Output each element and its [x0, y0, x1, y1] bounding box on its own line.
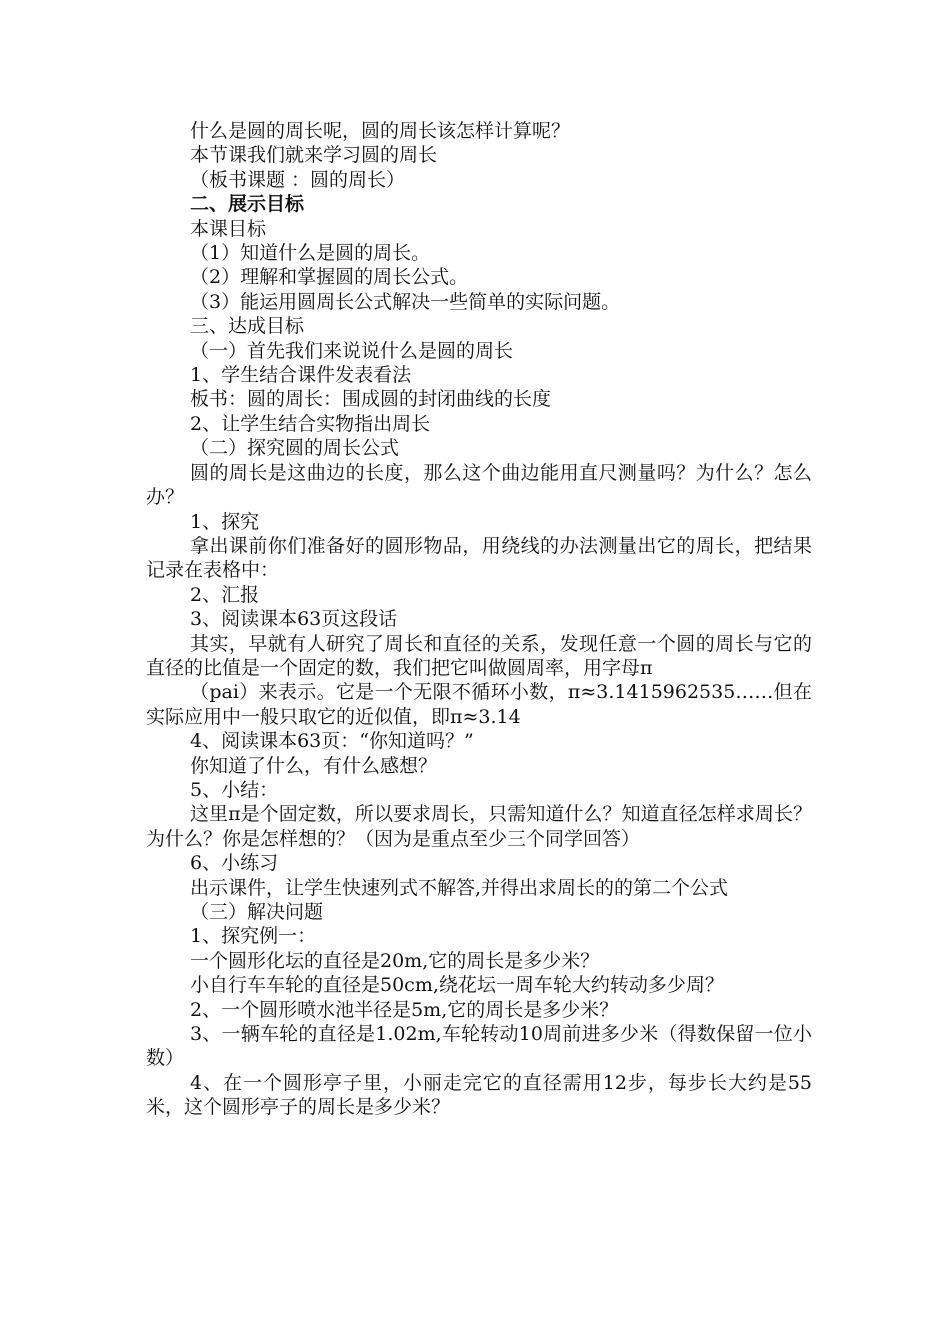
paragraph: 其实，早就有人研究了周长和直径的关系，发现任意一个圆的周长与它的直径的比值是一个固定的数，我们把它叫做圆周率，用字母π	[146, 632, 812, 679]
paragraph: 一个圆形化坛的直径是20m,它的周长是多少米？	[190, 949, 600, 972]
paragraph: 出示课件，让学生快速列式不解答,并得出求周长的的第二个公式	[190, 876, 729, 899]
paragraph: （二）探究圆的周长公式	[190, 437, 400, 460]
paragraph: 这里π是个固定数，所以要求周长，只需知道什么？知道直径怎样求周长？为什么？你是怎样想的？（因为是重点至少三个同学回答）	[146, 803, 812, 850]
section-heading: 三、达成目标	[190, 315, 305, 338]
paragraph: 1、探究例一：	[190, 925, 317, 948]
paragraph: 4、阅读课本63页：“你知道吗？”	[190, 730, 474, 753]
paragraph: 什么是圆的周长呢，圆的周长该怎样计算呢？	[190, 120, 571, 142]
document-page	[146, 119, 812, 1120]
paragraph: 1、探究	[190, 510, 260, 533]
paragraph: 6、小练习	[190, 852, 279, 875]
paragraph: 2、汇报	[190, 583, 260, 606]
paragraph: 本课目标	[190, 217, 267, 240]
paragraph: 板书：圆的周长：围成圆的封闭曲线的长度	[190, 388, 552, 411]
paragraph: 1、学生结合课件发表看法	[190, 364, 412, 387]
paragraph: 5、小结：	[190, 778, 279, 801]
paragraph: 拿出课前你们准备好的圆形物品，用绕线的办法测量出它的周长，把结果记录在表格中：	[146, 534, 812, 582]
paragraph: 2、让学生结合实物指出周长	[190, 412, 431, 435]
list-item: （3）能运用圆周长公式解决一些简单的实际问题。	[190, 290, 621, 313]
paragraph: （三）解决问题	[190, 901, 324, 923]
paragraph: 本节课我们就来学习圆的周长	[190, 144, 438, 167]
paragraph: 2、一个圆形喷水池半径是5m,它的周长是多少米？	[190, 998, 619, 1021]
paragraph: 小自行车车轮的直径是50cm,绕花坛一周车轮大约转动多少周？	[190, 974, 724, 997]
section-heading: 二、展示目标	[190, 193, 305, 216]
paragraph: 3、阅读课本63页这段话	[190, 608, 398, 631]
paragraph: （pai）来表示。它是一个无限不循环小数，π≈3.1415962535……但在实际应用中一般只取它的近似值，即π≈3.14	[146, 681, 812, 728]
paragraph: 你知道了什么，有什么感想？	[190, 754, 438, 777]
paragraph: 4、在一个圆形亭子里，小丽走完它的直径需用12步，每步长大约是55米，这个圆形亭子的周长是多少米？	[146, 1071, 812, 1119]
paragraph: 3、一辆车轮的直径是1.02m,车轮转动10周前进多少米（得数保留一位小数）	[146, 1023, 812, 1070]
list-item: （1）知道什么是圆的周长。	[190, 242, 431, 265]
paragraph: （一）首先我们来说说什么是圆的周长	[190, 339, 514, 362]
list-item: （2）理解和掌握圆的周长公式。	[190, 266, 469, 289]
paragraph: （板书课题 ：圆的周长）	[190, 168, 406, 191]
paragraph: 圆的周长是这曲边的长度，那么这个曲边能用直尺测量吗？为什么？怎么办？	[146, 461, 812, 509]
